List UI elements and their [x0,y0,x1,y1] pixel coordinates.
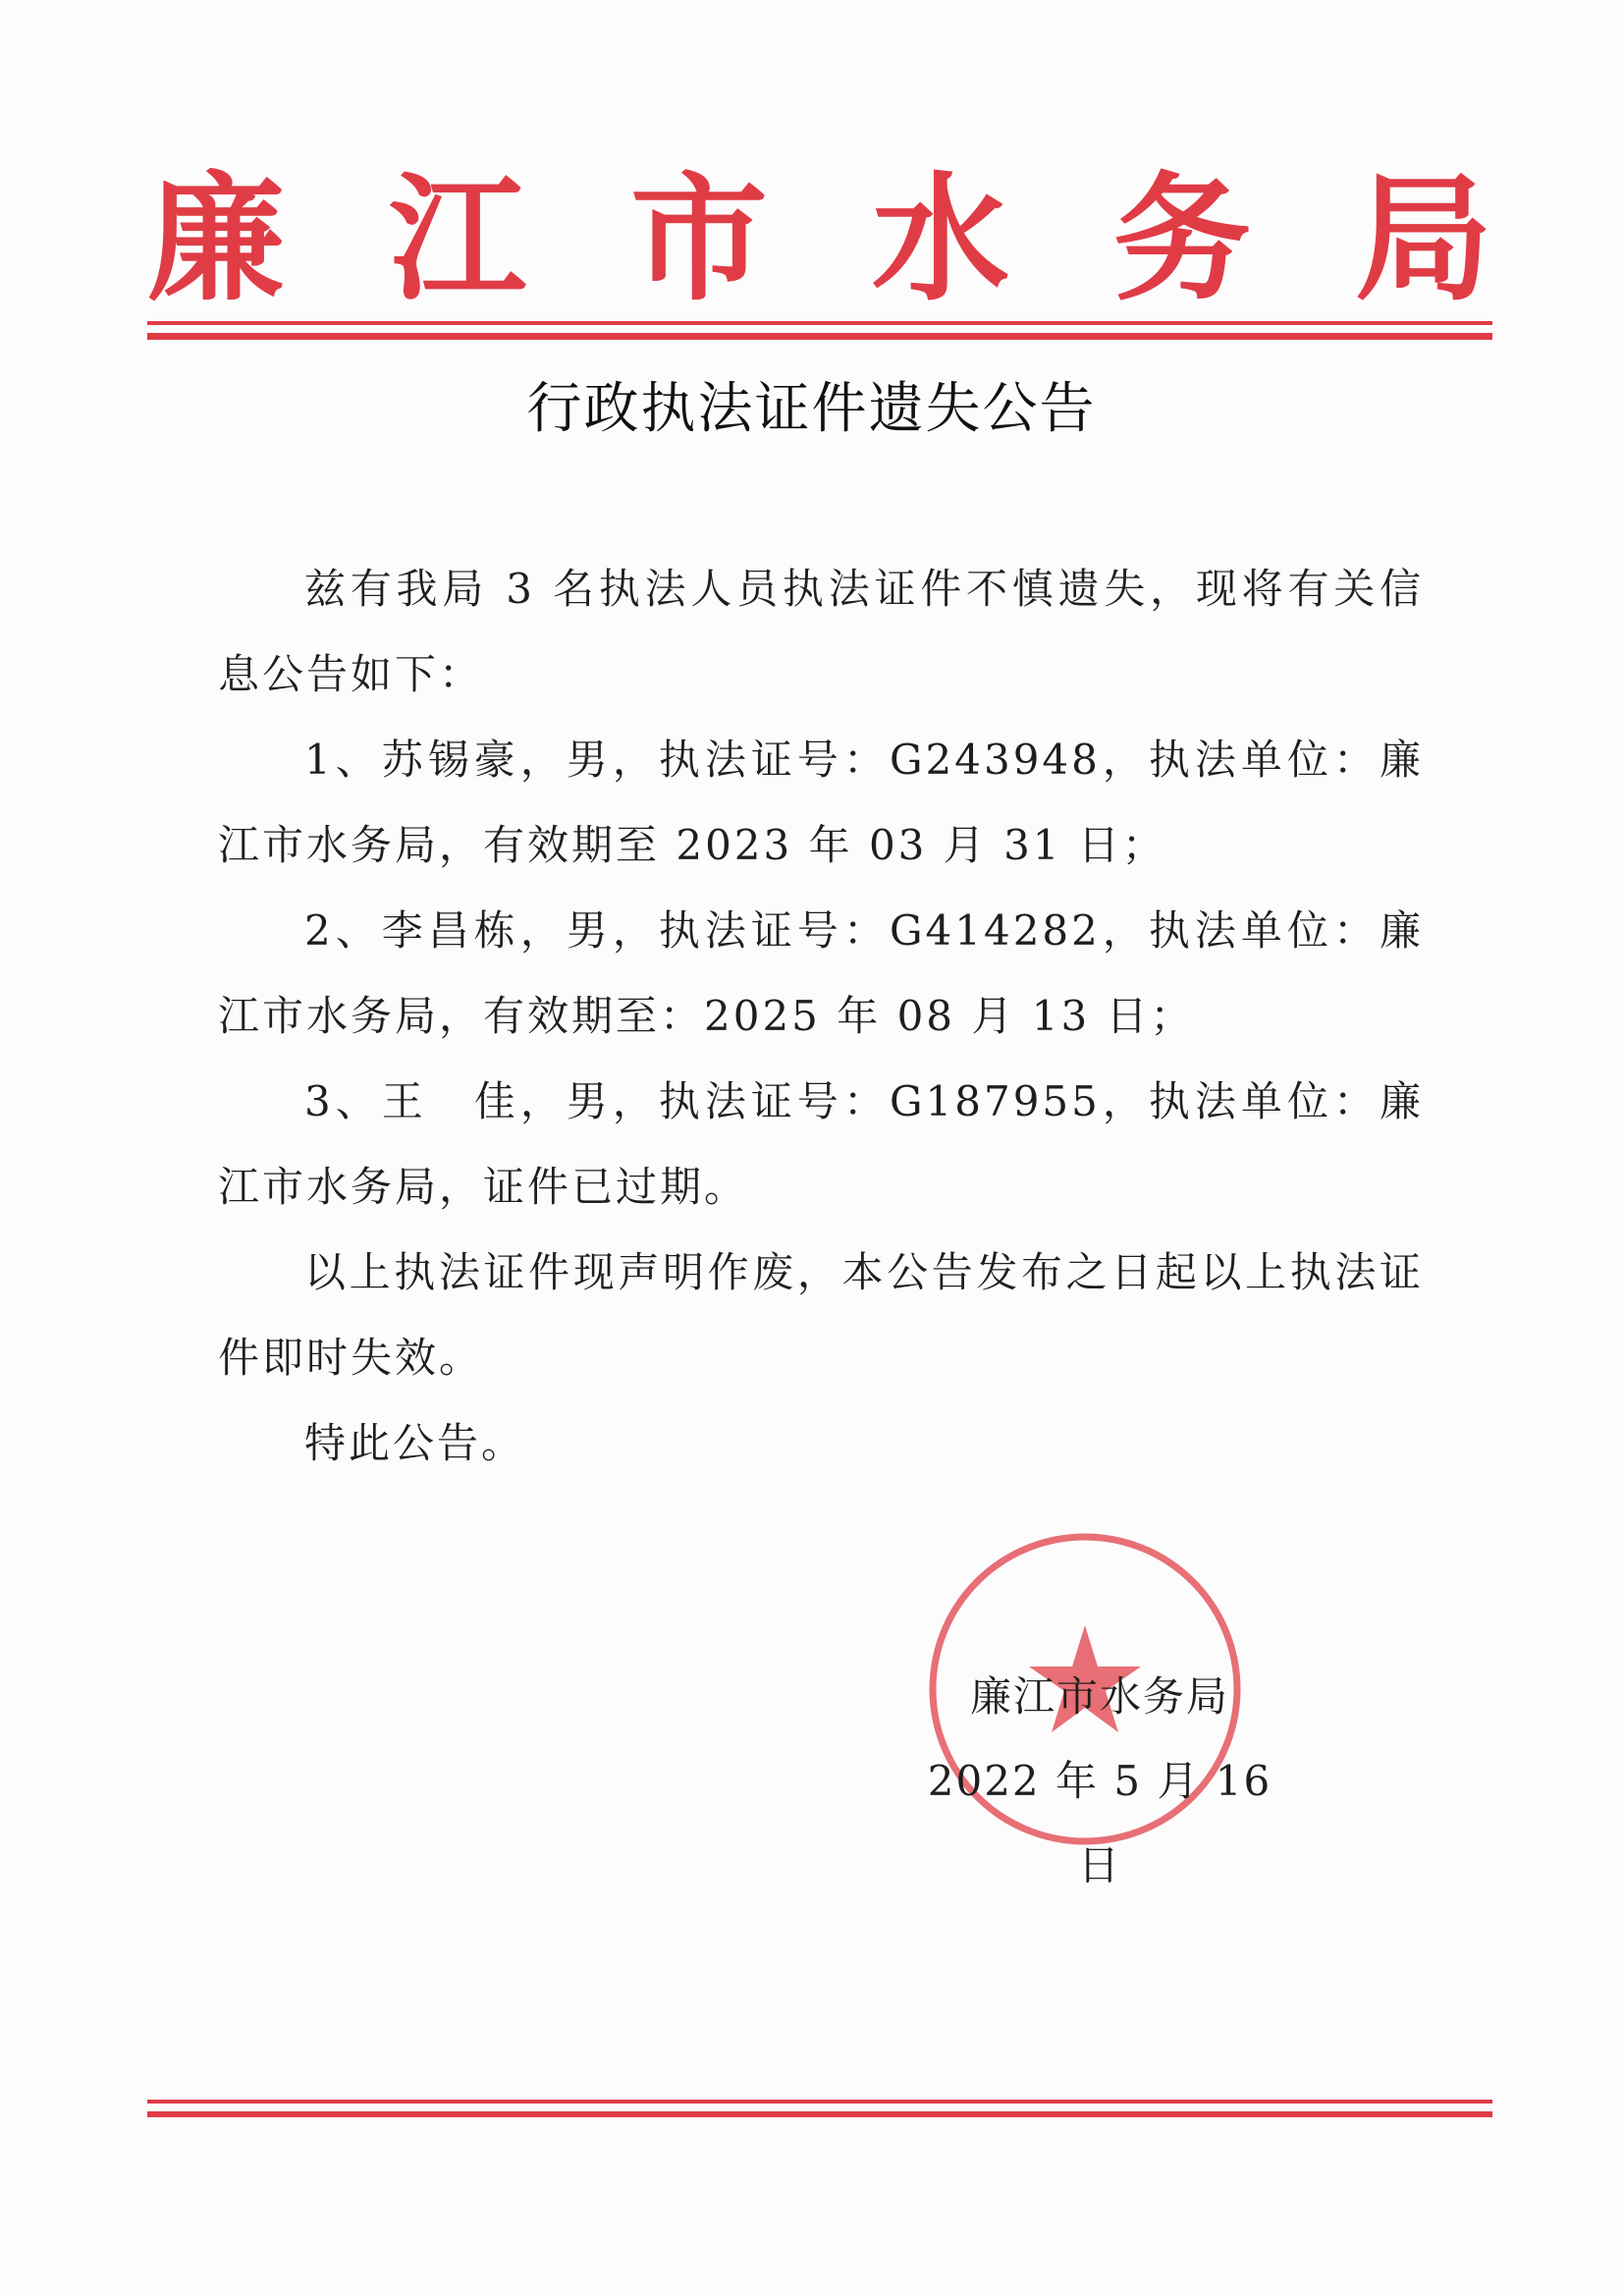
letterhead-title [147,162,1492,319]
paragraph-item-3: 3、王 佳，男，执法证号：G187955，执法单位：廉江市水务局，证件已过期。 [218,1077,1424,1211]
header-divider-thin [147,321,1492,325]
footer-divider-thick [147,2111,1492,2117]
paragraph-item-1: 1、苏锡豪，男，执法证号：G243948，执法单位：廉江市水务局，有效期至 2023 年 03 月 31 日； [218,736,1424,869]
letterhead-char: 务 [1112,160,1251,320]
issue-date: 2022 年 5 月 16 日 [927,1757,1272,1889]
footer-divider-thin [147,2100,1492,2104]
signature-block [903,1655,1296,1908]
issuing-organization: 廉江市水务局 [969,1672,1229,1721]
paragraph-item-2: 2、李昌栋，男，执法证号：G414282，执法单位：廉江市水务局，有效期至：2025 年 08 月 13 日； [218,906,1424,1040]
letterhead-char: 局 [1354,160,1492,320]
document-body [218,546,1424,1486]
paragraph-closing: 特此公告。 [304,1419,526,1467]
paragraph-intro: 兹有我局 3 名执法人员执法证件不慎遗失，现将有关信息公告如下： [218,565,1424,698]
letterhead-char: 廉 [147,160,286,320]
paragraph-declaration: 以上执法证件现声明作废，本公告发布之日起以上执法证件即时失效。 [218,1248,1424,1382]
document-title: 行政执法证件遗失公告 [526,377,1097,441]
letterhead-char: 市 [629,160,768,320]
letterhead-char: 江 [388,160,526,320]
header-divider-thick [147,333,1492,340]
letterhead-char: 水 [871,160,1009,320]
